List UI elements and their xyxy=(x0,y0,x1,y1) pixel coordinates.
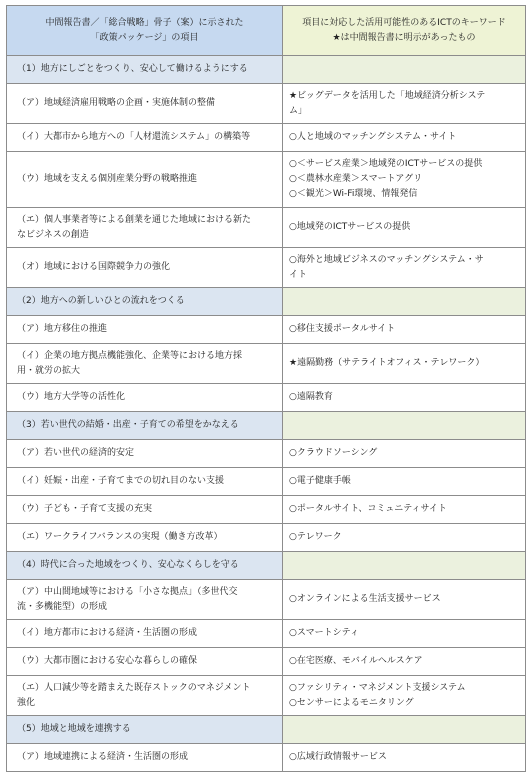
policy-item-cell xyxy=(7,344,283,384)
ict-keyword-text: ○＜観光＞Wi-Fi環境、情報発信 xyxy=(289,189,418,199)
ict-keyword-text: ○ポータルサイト、コミュニティサイト xyxy=(289,504,447,514)
table-row xyxy=(7,468,526,496)
policy-item-text: （ア）地域経済雇用戦略の企画・実施体制の整備 xyxy=(17,98,216,108)
policy-item-text: 強化 xyxy=(17,697,36,708)
ict-keyword-cell xyxy=(283,620,526,648)
policy-item-text: （ウ）大都市圏における安心な暮らしの確保 xyxy=(17,656,198,666)
section-keyword-cell xyxy=(283,56,526,84)
ict-keyword-cell xyxy=(283,84,526,124)
table-row xyxy=(7,316,526,344)
table-row xyxy=(7,344,526,384)
ict-keyword-cell xyxy=(283,316,526,344)
policy-item-cell xyxy=(7,620,283,648)
ict-keyword-text: ○広域行政情報サービス xyxy=(289,752,387,762)
policy-item-cell xyxy=(7,676,283,716)
policy-item-text: （ウ）地方大学等の活性化 xyxy=(17,392,126,402)
header-left-line: 中間報告書／「総合戦略」骨子（案）に示された xyxy=(45,17,244,28)
policy-item-text: （エ）個人事業者等による創業を通じた地域における新た xyxy=(17,214,252,225)
table-row xyxy=(7,744,526,772)
policy-item-text: （オ）地域における国際競争力の強化 xyxy=(17,262,171,272)
table-row xyxy=(7,384,526,412)
section-title-cell xyxy=(7,56,283,84)
table-row xyxy=(7,208,526,248)
policy-item-cell xyxy=(7,744,283,772)
policy-item-cell xyxy=(7,580,283,620)
policy-item-cell xyxy=(7,124,283,152)
header-left-line: 「政策パッケージ」の項目 xyxy=(90,32,199,43)
table-row xyxy=(7,124,526,152)
ict-keyword-text: ○センサーによるモニタリング xyxy=(289,697,414,708)
ict-keyword-cell xyxy=(283,744,526,772)
policy-item-text: （エ）人口減少等を踏まえた既存ストックのマネジメント xyxy=(17,682,251,693)
ict-keyword-cell xyxy=(283,468,526,496)
policy-item-text: （ウ）子ども・子育て支援の充実 xyxy=(17,504,153,514)
policy-item-text: なビジネスの創造 xyxy=(17,229,89,240)
policy-item-cell xyxy=(7,152,283,208)
table-row xyxy=(7,152,526,208)
section-row xyxy=(7,716,526,744)
header-policy-package xyxy=(7,6,283,56)
ict-keyword-cell xyxy=(283,124,526,152)
ict-keyword-text: ○クラウドソーシング xyxy=(289,448,378,458)
ict-keyword-text: ○スマートシティ xyxy=(289,628,359,638)
section-row xyxy=(7,56,526,84)
policy-item-cell xyxy=(7,316,283,344)
table-row xyxy=(7,620,526,648)
policy-item-cell xyxy=(7,648,283,676)
section-row xyxy=(7,288,526,316)
ict-keyword-text: ○在宅医療、モバイルヘルスケア xyxy=(289,656,423,666)
table-row xyxy=(7,524,526,552)
ict-keyword-text: ★ビッグデータを活用した「地域経済分析システ xyxy=(289,90,486,101)
policy-item-text: （ア）地域連携による経済・生活圏の形成 xyxy=(17,752,189,762)
ict-keyword-text: ○ファシリティ・マネジメント支援システム xyxy=(289,682,466,693)
section-keyword-cell xyxy=(283,288,526,316)
section-title-cell xyxy=(7,716,283,744)
policy-ict-table xyxy=(6,5,526,772)
policy-item-text: （ウ）地域を支える個別産業分野の戦略推進 xyxy=(17,174,198,184)
ict-keyword-cell xyxy=(283,524,526,552)
ict-keyword-cell xyxy=(283,440,526,468)
ict-keyword-cell xyxy=(283,676,526,716)
table-body xyxy=(7,6,526,772)
policy-item-text: （ア）地方移住の推進 xyxy=(17,324,108,334)
policy-item-cell xyxy=(7,440,283,468)
table-row xyxy=(7,580,526,620)
ict-keyword-cell xyxy=(283,384,526,412)
ict-keyword-cell xyxy=(283,152,526,208)
section-title-cell xyxy=(7,288,283,316)
section-keyword-cell xyxy=(283,716,526,744)
ict-keyword-cell xyxy=(283,648,526,676)
header-right-line: ★は中間報告書に明示があったもの xyxy=(332,32,476,43)
ict-keyword-text: ○地域発のICTサービスの提供 xyxy=(289,222,411,232)
policy-item-text: （イ）大都市から地方への「人材還流システム」の構築等 xyxy=(17,132,251,142)
policy-item-cell xyxy=(7,496,283,524)
policy-item-cell xyxy=(7,384,283,412)
policy-item-text: （イ）企業の地方拠点機能強化、企業等における地方採 xyxy=(17,350,243,361)
table-row xyxy=(7,648,526,676)
section-title: （1）地方にしごとをつくり、安心して働けるようにする xyxy=(17,64,248,74)
ict-keyword-cell xyxy=(283,344,526,384)
header-right-line: 項目に対応した活用可能性のあるICTのキーワード xyxy=(302,17,506,28)
ict-keyword-text: ○＜サービス産業＞地域発のICTサービスの提供 xyxy=(289,159,483,169)
section-title-cell xyxy=(7,552,283,580)
policy-item-text: （イ）妊娠・出産・子育てまでの切れ目のない支援 xyxy=(17,476,225,486)
policy-item-cell xyxy=(7,208,283,248)
ict-keyword-text: ○人と地域のマッチングシステム・サイト xyxy=(289,132,457,142)
ict-keyword-text: イト xyxy=(289,269,308,280)
policy-item-cell xyxy=(7,524,283,552)
policy-item-text: （エ）ワークライフバランスの実現（働き方改革） xyxy=(17,532,223,542)
ict-keyword-text: ○＜農林水産業＞スマートアグリ xyxy=(289,174,423,184)
section-row xyxy=(7,552,526,580)
ict-keyword-text: ○海外と地域ビジネスのマッチングシステム・サ xyxy=(289,254,484,265)
ict-keyword-text: ○テレワーク xyxy=(289,532,342,542)
section-keyword-cell xyxy=(283,552,526,580)
policy-item-text: 流・多機能型）の形成 xyxy=(17,601,108,612)
ict-keyword-cell xyxy=(283,248,526,288)
policy-item-text: （ア）中山間地域等における「小さな拠点」（多世代交 xyxy=(17,586,238,597)
ict-keyword-text: ○電子健康手帳 xyxy=(289,476,351,486)
table-header-row xyxy=(7,6,526,56)
section-keyword-cell xyxy=(283,412,526,440)
table-row xyxy=(7,676,526,716)
table-row xyxy=(7,440,526,468)
table-row xyxy=(7,84,526,124)
ict-keyword-text: ○移住支援ポータルサイト xyxy=(289,324,396,334)
table-row xyxy=(7,496,526,524)
section-title-cell xyxy=(7,412,283,440)
policy-item-cell xyxy=(7,84,283,124)
ict-keyword-text: ★遠隔勤務（サテライトオフィス・テレワーク） xyxy=(289,358,485,368)
policy-item-text: （ア）若い世代の経済的安定 xyxy=(17,448,135,458)
policy-item-text: （イ）地方都市における経済・生活圏の形成 xyxy=(17,628,198,638)
policy-item-cell xyxy=(7,248,283,288)
header-ict-keywords xyxy=(283,6,526,56)
policy-item-cell xyxy=(7,468,283,496)
section-title: （3）若い世代の結婚・出産・子育ての希望をかなえる xyxy=(17,420,239,430)
section-title: （2）地方への新しいひとの流れをつくる xyxy=(17,296,185,306)
table-row xyxy=(7,248,526,288)
ict-keyword-cell xyxy=(283,580,526,620)
ict-keyword-cell xyxy=(283,208,526,248)
section-title: （4）時代に合った地域をつくり、安心なくらしを守る xyxy=(17,560,239,570)
ict-keyword-text: ム」 xyxy=(289,105,308,116)
section-row xyxy=(7,412,526,440)
section-title: （5）地域と地域を連携する xyxy=(17,724,131,734)
policy-item-text: 用・就労の拡大 xyxy=(17,365,81,376)
ict-keyword-text: ○オンラインによる生活支援サービス xyxy=(289,594,441,604)
ict-keyword-cell xyxy=(283,496,526,524)
ict-keyword-text: ○遠隔教育 xyxy=(289,392,333,402)
